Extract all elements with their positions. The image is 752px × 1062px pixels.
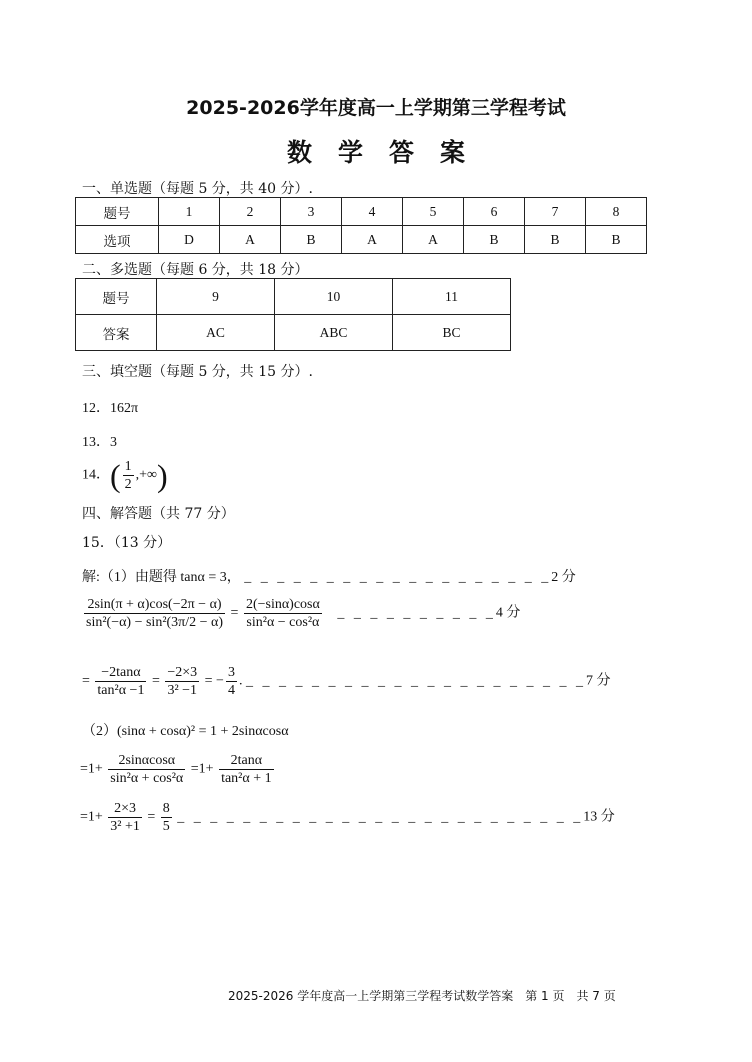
cell: A [220, 226, 281, 254]
denominator: 3² +1 [110, 819, 140, 834]
denominator: 2 [124, 477, 132, 492]
cell: 10 [275, 279, 393, 315]
numerator: −2tanα [95, 664, 146, 682]
cell: BC [393, 315, 511, 351]
fraction [84, 596, 225, 631]
cell: 2 [220, 198, 281, 226]
part1-text: 解:（1）由题得 tanα = 3， [82, 570, 241, 585]
cell: 1 [159, 198, 220, 226]
score-2: 2 分 [551, 570, 576, 585]
table-row [76, 279, 511, 315]
cell: B [464, 226, 525, 254]
numerator: 2tanα [219, 752, 274, 770]
fraction [161, 800, 172, 835]
cell: ABC [275, 315, 393, 351]
paren-open: ( [110, 457, 121, 494]
cell: 6 [464, 198, 525, 226]
cell: 9 [157, 279, 275, 315]
equation-4: =1+ $\frac{2\times 3}{\text{3² +1}}$ = $\frac{8}{5}$ _ _ _ _ _ _ _ _ _ _ _ _ _ _ _ _ _ _ _ _ _ _ _ _ _13 分 [80, 801, 615, 834]
cell: B [586, 226, 647, 254]
denominator: 4 [227, 683, 235, 698]
fraction [108, 800, 142, 835]
numerator: 2sinαcosα [108, 752, 185, 770]
fraction [244, 596, 322, 631]
score-7: 7 分 [585, 673, 611, 689]
answer-title: 数学答案 [286, 138, 491, 167]
cell: 4 [342, 198, 403, 226]
cell: 11 [393, 279, 511, 315]
section1-heading: 一、单选题（每题 5 分，共 40 分）. [82, 181, 313, 197]
answer-14-label: 14． [82, 467, 110, 483]
single-choice-table [75, 197, 647, 254]
fraction [165, 664, 199, 699]
denominator: 3² −1 [167, 683, 198, 698]
fraction [95, 664, 146, 699]
numerator: −2×3 [167, 665, 198, 680]
table-row [76, 198, 647, 226]
denominator: sin²(−α) − sin²(3π/2 − α) [86, 615, 224, 630]
paren-close: ) [157, 457, 168, 494]
cell: 3 [281, 198, 342, 226]
fraction [108, 752, 185, 787]
numerator: 2×3 [108, 800, 142, 818]
cell: 5 [403, 198, 464, 226]
numerator: 1 [124, 459, 132, 474]
fraction [226, 664, 237, 699]
denominator: sin²α − cos²α [246, 615, 320, 630]
cell: AC [157, 315, 275, 351]
exam-title: 2025-2026学年度高一上学期第三学程考试 [186, 97, 566, 119]
row-label: 答案 [76, 315, 157, 351]
cell: 8 [586, 198, 647, 226]
row-label: 题号 [76, 198, 159, 226]
numerator: 2sin(π + α)cos(−2π − α) [84, 596, 225, 614]
multi-choice-table [75, 278, 511, 351]
section3-heading: 三、填空题（每题 5 分，共 15 分）. [82, 364, 313, 380]
equation-3: =1+ $\frac{2\sin\alpha\cos\alpha}{\text{sin²α + cos²α}}$ =1+ $\frac{2\tan\alpha}{\text{tan²α + 1}}$ [80, 753, 272, 786]
score-leader: _ _ _ _ _ _ _ _ _ _ _ _ _ _ _ _ _ _ _ _ _ _ _ _ _ [177, 809, 584, 825]
denominator: sin²α + cos²α [110, 771, 184, 786]
question-15-title: 15．（13 分） [82, 535, 172, 551]
denominator: tan²α −1 [97, 683, 145, 698]
numerator: 3 [227, 665, 235, 680]
section4-heading: 四、解答题（共 77 分） [82, 506, 235, 522]
cell: B [525, 226, 586, 254]
answer-12: 12．162π [82, 401, 139, 416]
score-leader: _ _ _ _ _ _ _ _ _ _ [337, 605, 496, 621]
cell: B [281, 226, 342, 254]
cell: A [403, 226, 464, 254]
table-row [76, 315, 511, 351]
answer-14 [82, 458, 168, 493]
score-leader: _ _ _ _ _ _ _ _ _ _ _ _ _ _ _ _ _ _ _ [244, 570, 552, 585]
fraction [219, 752, 274, 787]
denominator: 5 [162, 819, 170, 834]
score-leader: _ _ _ _ _ _ _ _ _ _ _ _ _ _ _ _ _ _ _ _ _ [245, 673, 586, 689]
score-13: 13 分 [583, 809, 615, 825]
fraction [123, 458, 134, 493]
equation-1: $\frac{2\sin(\pi + \alpha)\cos(-2\pi - \alpha)}{\text{sin²(−α) − sin²(3π/2 − α)}}$ = $\frac{2(-\sin\alpha)\cos\alpha}{\text{sin²α − cos²α}}$ _ _ _ _ _ _ _ _ _ _4 分 [86, 597, 521, 630]
part2: （2）(sinα + cosα)² = 1 + 2sinαcosα [82, 724, 289, 739]
page-footer: 2025-2026 学年度高一上学期第三学程考试数学答案 第 1 页 共 7 页 [228, 989, 616, 1003]
interval-tail: ,+∞ [135, 467, 158, 483]
score-4: 4 分 [495, 605, 521, 621]
equation-2: = $\frac{-2\tan\alpha}{\text{tan²α −1}}$ = $\frac{-2\times 3}{\text{3² −1}}$ = − $\frac{3}{4}$ . _ _ _ _ _ _ _ _ _ _ _ _ _ _ _ _ _ _ _ _ _7 分 [82, 665, 611, 698]
row-label: 题号 [76, 279, 157, 315]
row-label: 选项 [76, 226, 159, 254]
cell: 7 [525, 198, 586, 226]
cell: A [342, 226, 403, 254]
answer-13: 13．3 [82, 435, 117, 450]
numerator: 2(−sinα)cosα [245, 597, 320, 612]
denominator: tan²α + 1 [221, 771, 272, 786]
cell: D [159, 226, 220, 254]
table-row [76, 226, 647, 254]
part1-intro [82, 566, 576, 586]
section2-heading: 二、多选题（每题 6 分，共 18 分） [82, 262, 309, 278]
numerator: 8 [162, 801, 170, 816]
